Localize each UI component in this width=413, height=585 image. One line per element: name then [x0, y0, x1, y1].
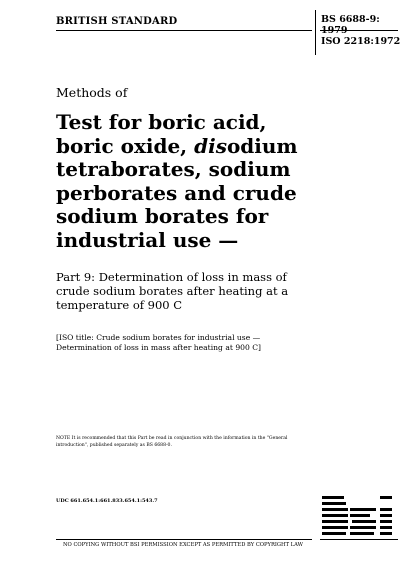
- standard-number-line-2: 1979: [321, 25, 348, 36]
- bottom-rule-left: [56, 539, 312, 540]
- standard-number-line-1: BS 6688-9:: [321, 14, 380, 25]
- methods-label: Methods of: [56, 85, 128, 100]
- title-line-3: tetraborates, sodium: [56, 157, 291, 181]
- publisher-label: BRITISH STANDARD: [56, 16, 178, 27]
- title-line-5: sodium borates for: [56, 204, 269, 228]
- bsi-logo-graphic: [320, 488, 398, 542]
- title-line-2: boric oxide, disodium: [56, 133, 298, 158]
- standard-number-line-3: ISO 2218:1972: [321, 36, 401, 47]
- top-rule-left: [56, 30, 312, 31]
- title-line-4: perborates and crude: [56, 180, 297, 205]
- copyright-notice: NO COPYING WITHOUT BSI PERMISSION EXCEPT AS PERMITTED BY COPYRIGHT LAW: [63, 542, 303, 548]
- iso-title-note: [ISO title: Crude sodium borates for industrial use — Determination of loss in mass after heating at 900 C]: [56, 333, 261, 352]
- title-line-6: industrial use —: [56, 227, 239, 252]
- introduction-note: NOTE It is recommended that this Part be read in conjunction with the information in the "General introduction", published separately as BS 6688-0.: [56, 436, 288, 448]
- bsi-logo-icon: [320, 488, 398, 542]
- udc-code: UDC 661.654.1:661.833.654.1:543.7: [56, 498, 158, 504]
- header-divider: [315, 10, 316, 55]
- document-title: [56, 111, 311, 252]
- title-line-1: Test for boric acid,: [56, 110, 267, 134]
- part-title: Part 9: Determination of loss in mass of crude sodium borates after heating at a temperature of 900 C: [56, 270, 289, 312]
- standard-number: [321, 14, 400, 47]
